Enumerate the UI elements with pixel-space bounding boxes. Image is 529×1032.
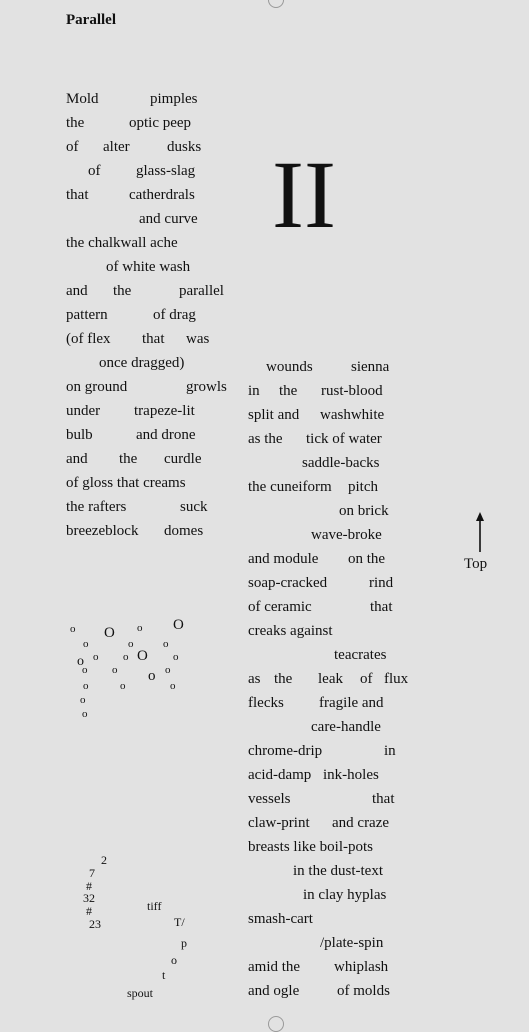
poem-word: and <box>66 283 88 299</box>
poem-word: of gloss that creams <box>66 475 186 491</box>
poem-word: sienna <box>351 359 390 375</box>
poem-line <box>248 451 408 475</box>
poem-word: domes <box>164 523 204 539</box>
poem-word: (of flex <box>66 331 111 347</box>
debris-fragment: T/ <box>174 915 185 929</box>
up-arrow-icon <box>474 512 486 552</box>
poem-word: of <box>66 139 79 155</box>
poem-line <box>248 835 408 859</box>
poem-word: that <box>370 599 393 615</box>
poem-word: rind <box>369 575 394 591</box>
poem-line <box>66 447 216 471</box>
debris-fragment: tiff <box>147 899 162 913</box>
poem-title: Parallel <box>66 12 116 28</box>
poem-word: the <box>119 451 138 467</box>
poem-line <box>66 399 216 423</box>
bubble-glyph: o <box>83 680 89 692</box>
poem-word: once dragged) <box>99 355 185 371</box>
poem-line <box>66 231 216 255</box>
bubble-glyph: o <box>173 651 179 663</box>
poem-line <box>248 787 408 811</box>
poem-word: optic peep <box>129 115 192 131</box>
poem-word: the chalkwall ache <box>66 235 178 251</box>
poem-word: breasts like boil-pots <box>248 839 373 855</box>
poem-word: and module <box>248 551 319 567</box>
bubble-glyph: o <box>83 638 89 650</box>
poem-line <box>66 111 216 135</box>
poem-word: Mold <box>66 91 99 107</box>
poem-line <box>248 403 408 427</box>
poem-word: pitch <box>348 479 378 495</box>
debris-fragment: 7 <box>89 866 95 880</box>
debris-fragment: p <box>181 936 187 950</box>
poem-word: in the dust-text <box>293 863 383 879</box>
top-link-label: Top <box>464 556 488 572</box>
poem-word: alter <box>103 139 130 155</box>
bubble-glyph: o <box>80 694 86 706</box>
poem-line <box>248 499 408 523</box>
poem-line <box>66 495 216 519</box>
debris-fragment: # <box>86 879 92 893</box>
poem-line <box>248 475 408 499</box>
poem-word: pattern <box>66 307 108 323</box>
poem-line <box>66 303 216 327</box>
poem-line <box>66 183 216 207</box>
poem-word: tick of water <box>306 431 382 447</box>
poem-word: vessels <box>248 791 291 807</box>
poem-word: of <box>360 671 373 687</box>
poem-line <box>66 423 216 447</box>
poem-line <box>66 471 216 495</box>
poem-word: the <box>66 115 85 131</box>
bubble-glyph: o <box>93 651 99 663</box>
poem-word: whiplash <box>334 959 389 975</box>
poem-word: under <box>66 403 101 419</box>
poem-line <box>66 279 224 303</box>
poem-word: breezeblock <box>66 523 139 539</box>
debris-fragment: 23 <box>89 917 101 931</box>
poem-word: the <box>113 283 132 299</box>
top-edge-circle-icon <box>268 0 284 8</box>
poem-word: that <box>372 791 395 807</box>
poem-word: care-handle <box>311 719 381 735</box>
poem-word: as the <box>248 431 283 447</box>
poem-word: wounds <box>266 359 313 375</box>
debris-fragment: 32 <box>83 891 95 905</box>
poem-word: of drag <box>153 307 196 323</box>
poem-word: washwhite <box>320 407 385 423</box>
poem-word: suck <box>180 499 208 515</box>
poem-line <box>248 955 408 979</box>
poem-word: trapeze-lit <box>134 403 195 419</box>
poem-word: and drone <box>136 427 196 443</box>
poem-word: bulb <box>66 427 93 443</box>
poem-word: claw-print <box>248 815 310 831</box>
poem-word: the cuneiform <box>248 479 332 495</box>
poem-line <box>248 667 408 691</box>
poem-word: in <box>248 383 260 399</box>
poem-line <box>248 595 408 619</box>
poem-word: dusks <box>167 139 202 155</box>
poem-line <box>66 351 216 375</box>
poem-word: in <box>384 743 396 759</box>
poem-word: that <box>66 187 89 203</box>
poem-word: and ogle <box>248 983 300 999</box>
bubble-glyph: o <box>112 664 118 676</box>
poem-line <box>248 547 408 571</box>
poem-line <box>66 87 216 111</box>
poem-word: of white wash <box>106 259 191 275</box>
bubble-glyph: o <box>82 708 88 720</box>
poem-word: rust-blood <box>321 383 383 399</box>
poem-word: split and <box>248 407 300 423</box>
poem-line <box>248 427 408 451</box>
poem-line <box>248 811 408 835</box>
bubble-glyph: o <box>137 622 143 634</box>
poem-word: fragile and <box>319 695 384 711</box>
poem-line <box>248 883 408 907</box>
poem-word: teacrates <box>334 647 387 663</box>
debris-fragment: t <box>162 968 166 982</box>
bubble-glyph: O <box>104 625 115 641</box>
poem-line <box>248 379 408 403</box>
poem-word: soap-cracked <box>248 575 328 591</box>
poem-word: curdle <box>164 451 202 467</box>
debris-fragment: 2 <box>101 853 107 867</box>
poem-word: as <box>248 671 261 687</box>
poem-word: growls <box>186 379 227 395</box>
poem-word: in clay hyplas <box>303 887 387 903</box>
bubble-glyph: o <box>82 664 88 676</box>
debris-fragment: spout <box>127 986 154 1000</box>
poem-column-left <box>66 87 227 543</box>
poem-word: that <box>142 331 165 347</box>
poem-line <box>248 739 408 763</box>
bubble-glyph: o <box>148 668 156 684</box>
poem-line <box>248 715 408 739</box>
bubble-glyph: o <box>70 623 76 635</box>
poem-word: was <box>186 331 210 347</box>
bubble-glyph: O <box>137 648 148 664</box>
poem-word: parallel <box>179 283 224 299</box>
poem-word: the <box>279 383 298 399</box>
poem-column-right <box>248 355 408 1003</box>
poem-word: and craze <box>332 815 390 831</box>
bubble-glyph: o <box>123 651 129 663</box>
poem-line <box>66 375 227 399</box>
poem-line <box>248 643 408 667</box>
poem-line <box>66 519 216 543</box>
bubble-glyph: o <box>120 680 126 692</box>
poem-word: ink-holes <box>323 767 379 783</box>
poem-line <box>66 159 216 183</box>
poem-word: flecks <box>248 695 284 711</box>
poem-line <box>248 523 408 547</box>
debris-fragment: o <box>171 953 177 967</box>
bubble-glyph: o <box>165 664 171 676</box>
poem-word: of <box>88 163 101 179</box>
poem-word: the <box>274 671 293 687</box>
section-numeral: II <box>272 141 336 248</box>
poem-word: on brick <box>339 503 389 519</box>
poem-word: glass-slag <box>136 163 196 179</box>
poem-word: on ground <box>66 379 128 395</box>
poem-word: creaks against <box>248 623 333 639</box>
bubble-glyph: o <box>128 638 134 650</box>
poem-word: pimples <box>150 91 198 107</box>
poem-word: chrome-drip <box>248 743 323 759</box>
poem-word: and <box>66 451 88 467</box>
poem-line <box>248 907 408 931</box>
bubble-glyph: O <box>173 617 184 633</box>
bubble-glyph: o <box>163 638 169 650</box>
poem-word: of molds <box>337 983 390 999</box>
poem-line <box>248 691 408 715</box>
poem-word: catherdrals <box>129 187 195 203</box>
poem-word: leak <box>318 671 343 687</box>
bottom-edge-circle-icon <box>268 1016 284 1032</box>
poem-word: saddle-backs <box>302 455 380 471</box>
poem-word: /plate-spin <box>320 935 384 951</box>
poem-word: flux <box>384 671 409 687</box>
poem-word: amid the <box>248 959 301 975</box>
poem-line <box>66 255 216 279</box>
poem-line <box>66 327 216 351</box>
top-link[interactable] <box>464 512 487 573</box>
debris-fragment: # <box>86 904 92 918</box>
poem-line <box>66 207 216 231</box>
poem-word: smash-cart <box>248 911 313 927</box>
poem-word: and curve <box>139 211 198 227</box>
poem-line <box>248 763 408 787</box>
poem-line <box>248 931 408 955</box>
poem-line <box>248 355 408 379</box>
poem-word: the rafters <box>66 499 127 515</box>
poem-line <box>248 619 408 643</box>
bubble-glyph: o <box>170 680 176 692</box>
poem-word: acid-damp <box>248 767 312 783</box>
poem-line <box>248 859 408 883</box>
poem-word: on the <box>348 551 386 567</box>
poem-line <box>66 135 216 159</box>
poem-word: of ceramic <box>248 599 312 615</box>
bubble-glyph: o <box>77 654 84 669</box>
poem-word: wave-broke <box>311 527 382 543</box>
poem-line <box>248 979 408 1003</box>
poem-line <box>248 571 408 595</box>
